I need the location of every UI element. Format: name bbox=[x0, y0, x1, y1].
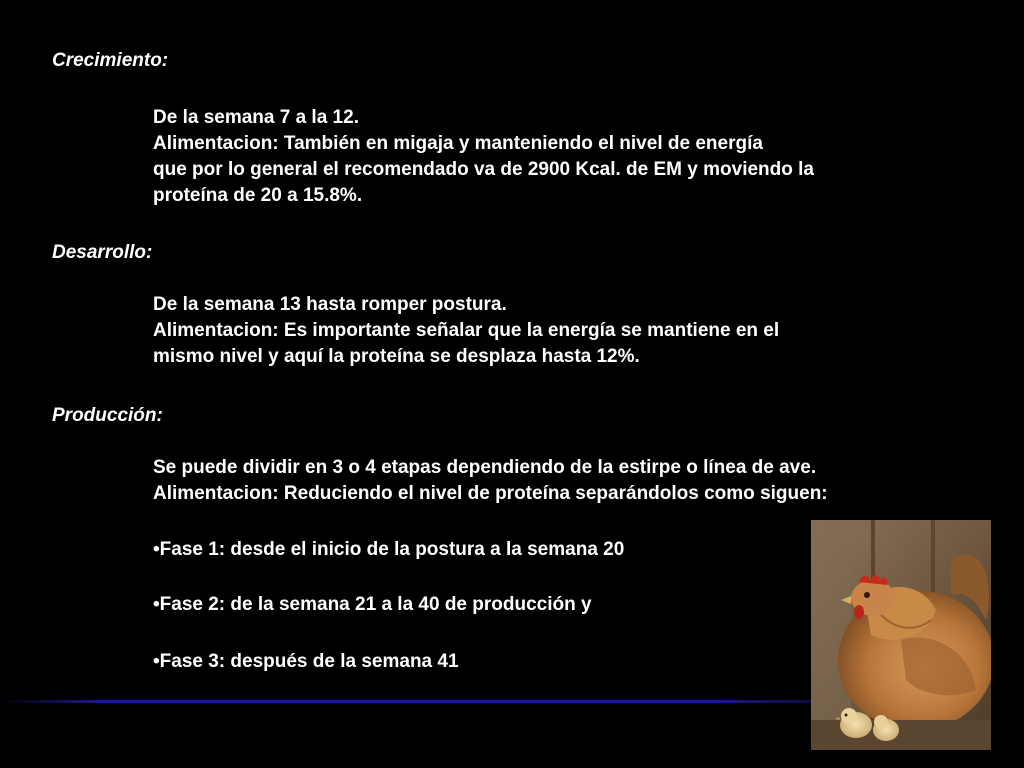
heading-crecimiento: Crecimiento: bbox=[52, 50, 169, 71]
heading-desarrollo: Desarrollo: bbox=[52, 242, 153, 263]
crecimiento-line-3: que por lo general el recomendado va de 2900 Kcal. de EM y moviendo la bbox=[153, 159, 814, 180]
phase-item-3: •Fase 3: después de la semana 41 bbox=[153, 651, 459, 672]
crecimiento-line-4: proteína de 20 a 15.8%. bbox=[153, 185, 363, 206]
produccion-line-1: Se puede dividir en 3 o 4 etapas dependiendo de la estirpe o línea de ave. bbox=[153, 457, 817, 478]
crecimiento-line-1: De la semana 7 a la 12. bbox=[153, 107, 359, 128]
phase-item-2: •Fase 2: de la semana 21 a la 40 de producción y bbox=[153, 594, 592, 615]
desarrollo-line-1: De la semana 13 hasta romper postura. bbox=[153, 294, 507, 315]
heading-produccion: Producción: bbox=[52, 405, 163, 426]
blue-divider-rule bbox=[0, 700, 812, 703]
hen-icon bbox=[811, 520, 991, 750]
hen-with-chicks-photo bbox=[811, 520, 991, 750]
phase-item-1: •Fase 1: desde el inicio de la postura a la semana 20 bbox=[153, 539, 625, 560]
desarrollo-line-2: Alimentacion: Es importante señalar que la energía se mantiene en el bbox=[153, 320, 780, 341]
desarrollo-line-3: mismo nivel y aquí la proteína se desplaza hasta 12%. bbox=[153, 346, 640, 367]
produccion-line-2: Alimentacion: Reduciendo el nivel de proteína separándolos como siguen: bbox=[153, 483, 828, 504]
crecimiento-line-2: Alimentacion: También en migaja y manteniendo el nivel de energía bbox=[153, 133, 763, 154]
